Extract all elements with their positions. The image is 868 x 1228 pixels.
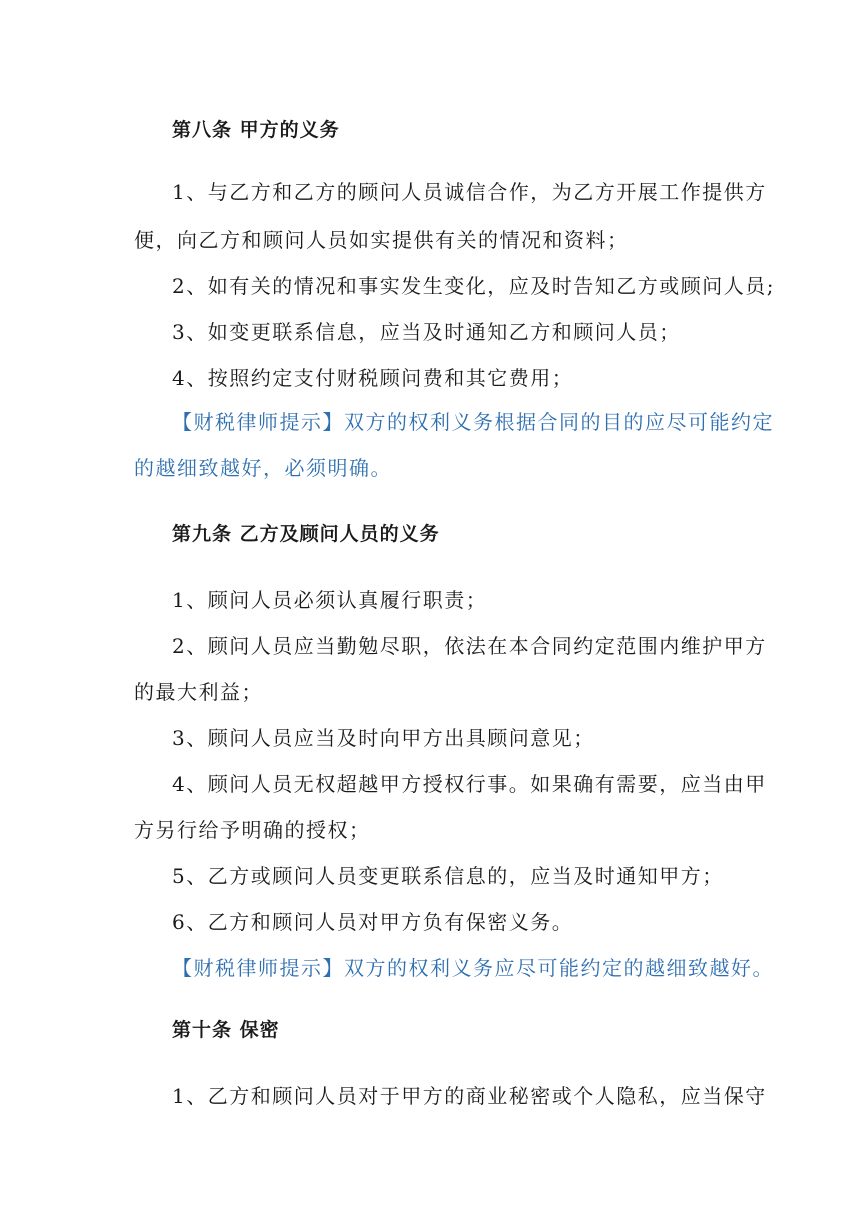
section-8-item-4: 4、按照约定支付财税顾问费和其它费用；	[172, 366, 574, 390]
section-10-item-1: 1、乙方和顾问人员对于甲方的商业秘密或个人隐私，应当保守	[172, 1084, 767, 1108]
section-heading-9: 第九条 乙方及顾问人员的义务	[172, 523, 440, 545]
section-9-item-3: 3、顾问人员应当及时向甲方出具顾问意见；	[172, 726, 595, 750]
section-9-item-4-line-1: 4、顾问人员无权超越甲方授权行事。如果确有需要，应当由甲	[172, 772, 767, 796]
section-heading-10: 第十条 保密	[172, 1019, 280, 1041]
section-8-item-1-line-2: 便，向乙方和顾问人员如实提供有关的情况和资料；	[134, 228, 629, 252]
section-9-item-5: 5、乙方或顾问人员变更联系信息的，应当及时通知甲方；	[172, 864, 724, 888]
section-8-item-1-line-1: 1、与乙方和乙方的顾问人员诚信合作，为乙方开展工作提供方	[172, 180, 767, 204]
section-9-item-2-line-2: 的最大利益；	[134, 680, 263, 704]
section-9-item-4-line-2: 方另行给予明确的授权；	[134, 818, 371, 842]
section-8-item-2: 2、如有关的情况和事实发生变化，应及时告知乙方或顾问人员;	[172, 274, 775, 298]
section-9-item-6: 6、乙方和顾问人员对甲方负有保密义务。	[172, 910, 574, 934]
section-8-tip-line-1: 【财税律师提示】双方的权利义务根据合同的目的应尽可能约定	[172, 410, 774, 434]
section-8-item-3: 3、如变更联系信息，应当及时通知乙方和顾问人员；	[172, 320, 681, 344]
section-8-tip-line-2: 的越细致越好，必须明确。	[134, 456, 392, 480]
section-heading-8: 第八条 甲方的义务	[172, 119, 340, 141]
section-9-item-1: 1、顾问人员必须认真履行职责；	[172, 588, 488, 612]
section-9-item-2-line-1: 2、顾问人员应当勤勉尽职，依法在本合同约定范围内维护甲方	[172, 634, 767, 658]
section-9-tip-line-1: 【财税律师提示】双方的权利义务应尽可能约定的越细致越好。	[172, 956, 774, 980]
